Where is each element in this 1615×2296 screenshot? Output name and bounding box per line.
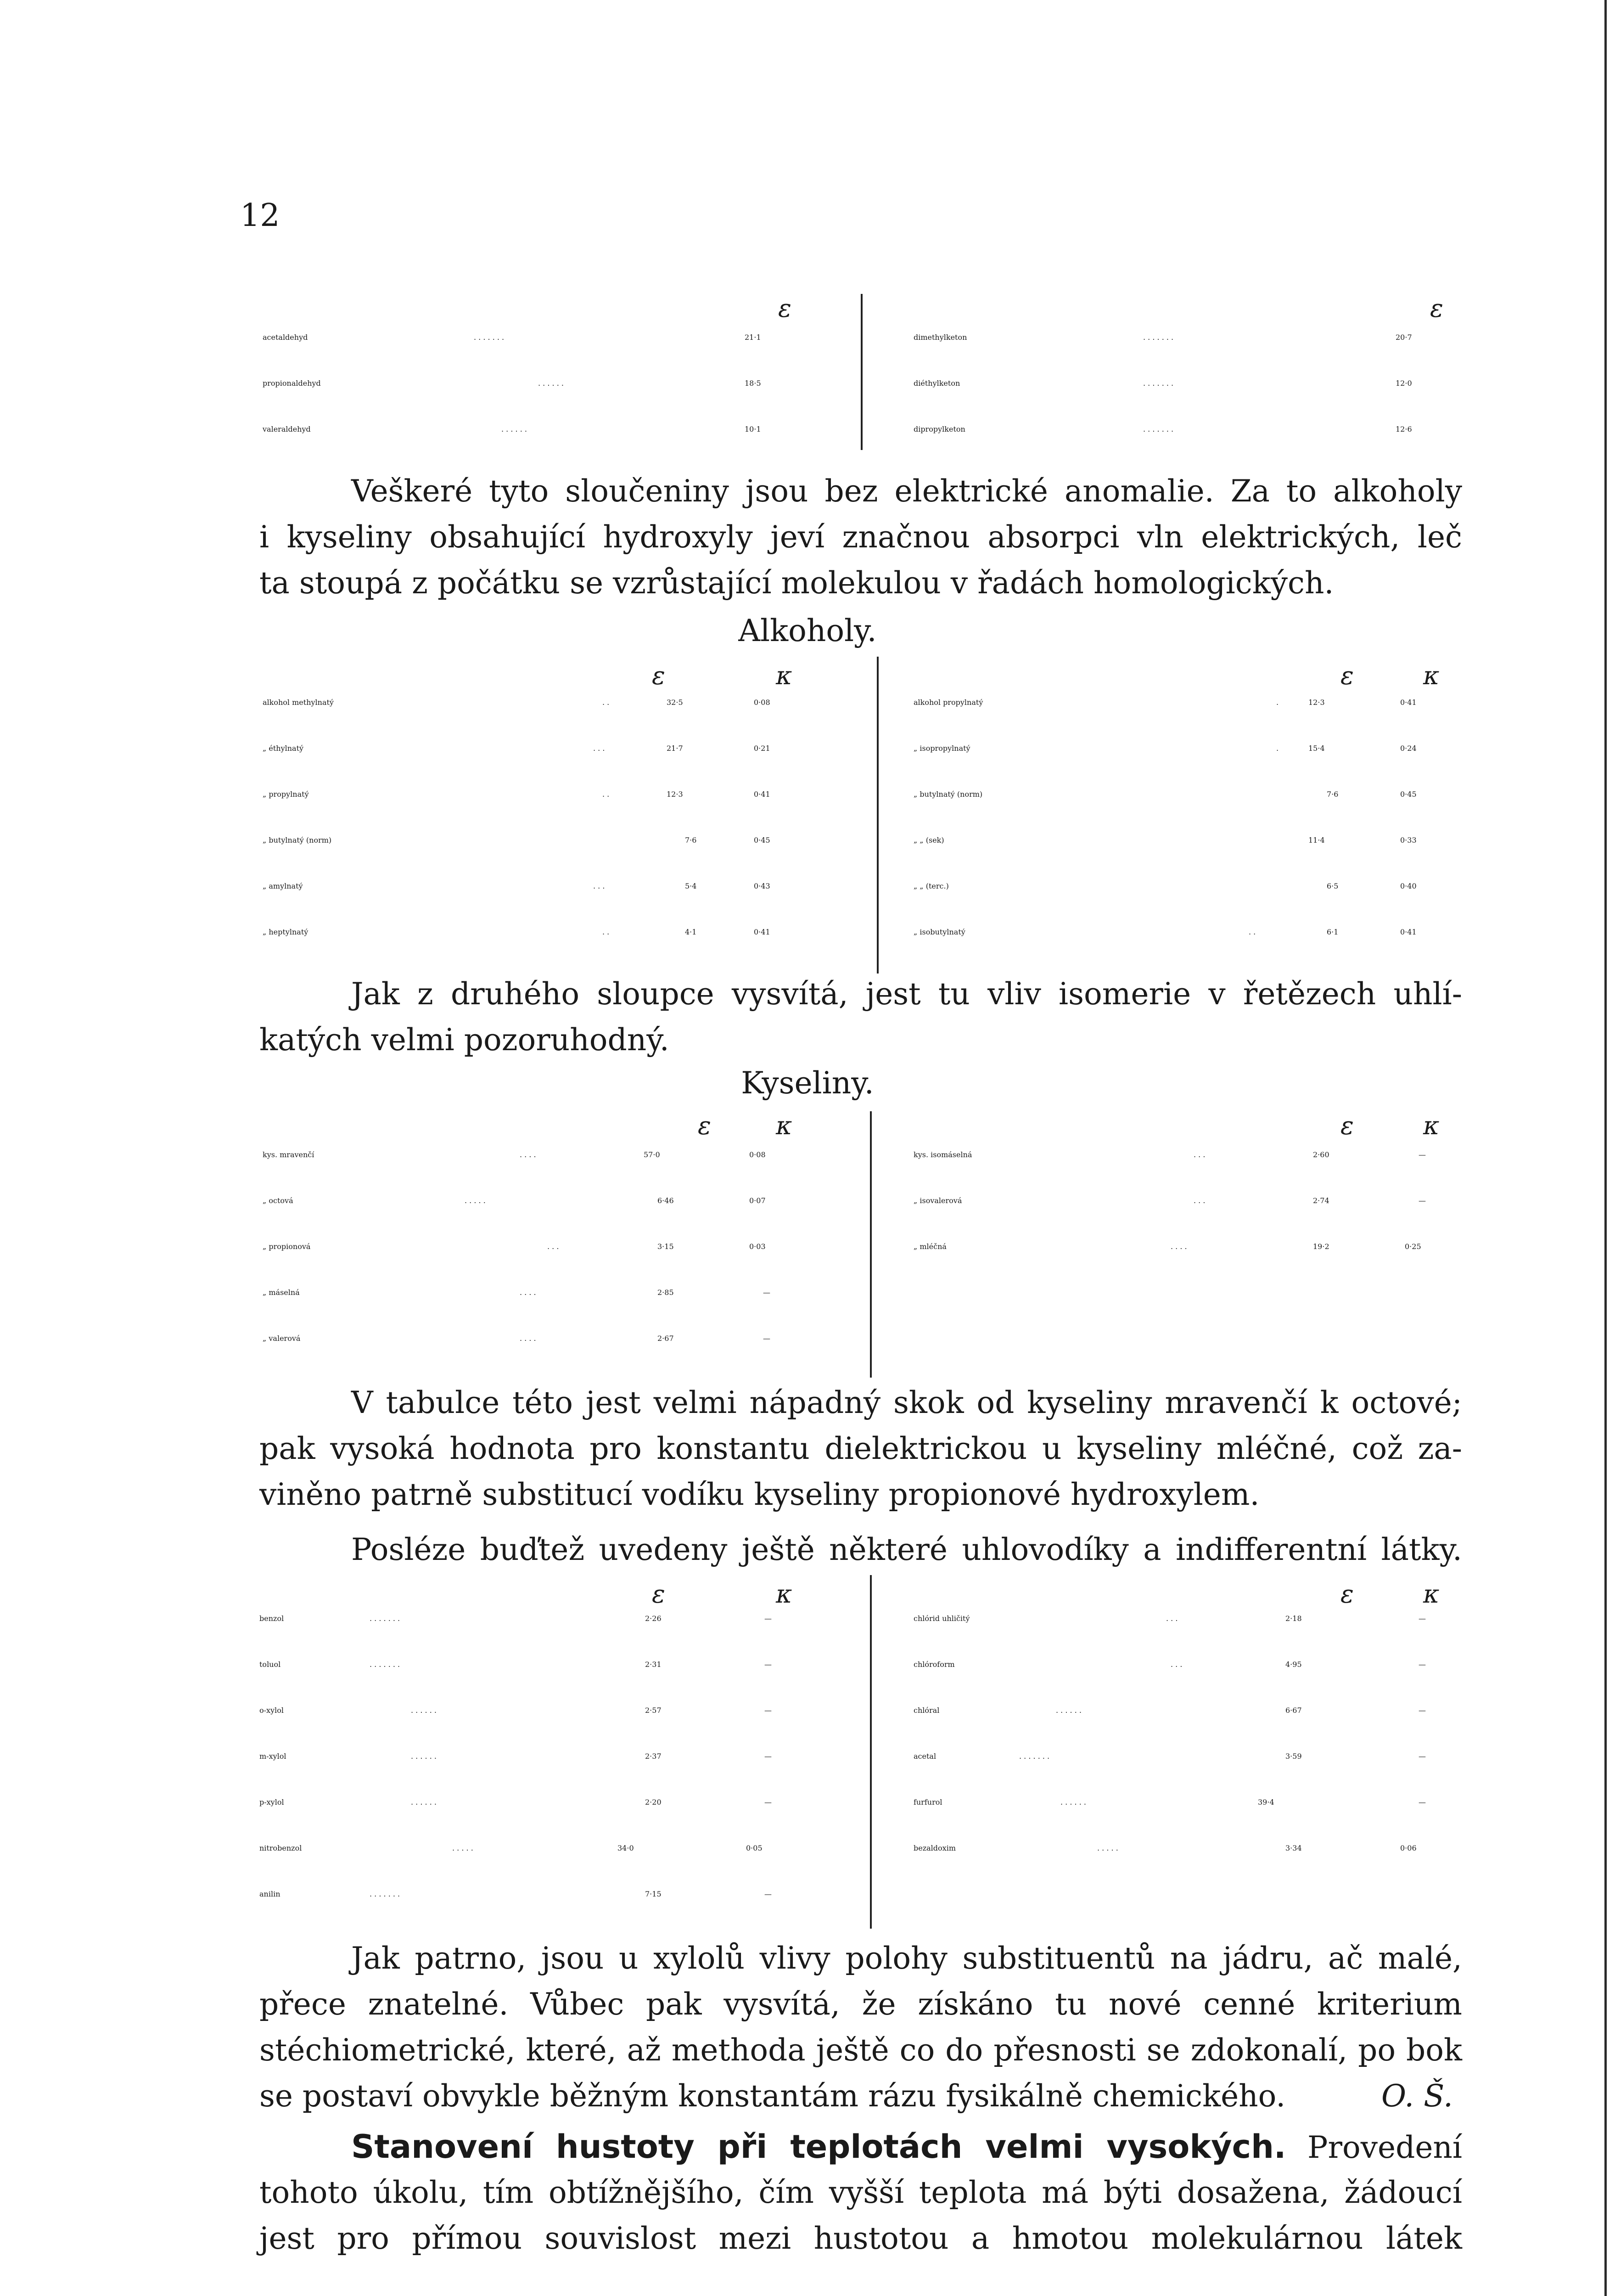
paragraph	[259, 1936, 1462, 2119]
kappa-value: 0·41	[1400, 698, 1417, 707]
column-divider	[861, 294, 863, 450]
leader-dots: . . . . . .	[411, 1752, 437, 1761]
eps-value: 2·67	[657, 1334, 674, 1343]
leader-dots: . . . . . .	[501, 425, 527, 433]
compound-name: furfurol	[914, 1798, 942, 1806]
eps-value: 4·1	[685, 928, 697, 936]
eps-value: 7·15	[645, 1890, 662, 1898]
eps-value: 6·46	[657, 1196, 674, 1205]
leader-dots: . . . . . . .	[1019, 1752, 1050, 1761]
leader-dots: . . . . . .	[411, 1798, 437, 1806]
kappa-value: 0·03	[749, 1242, 766, 1251]
leader-dots: .	[1276, 698, 1279, 707]
kappa-value: —	[1419, 1150, 1426, 1159]
eps-value: 12·3	[1308, 698, 1325, 707]
compound-name: alkohol propylnatý	[914, 698, 983, 707]
eps-value: 34·0	[617, 1844, 634, 1852]
eps-value: 6·5	[1327, 882, 1339, 890]
section-heading-acids: Kyseliny.	[741, 1065, 874, 1101]
leader-dots: . .	[602, 790, 610, 799]
text-line: tohoto úkolu, tím obtížnějšího, čím vyšší teplota má býti dosažena, žádoucí	[259, 2175, 1462, 2210]
leader-dots: . . .	[593, 882, 605, 890]
compound-name: kys. mravenčí	[263, 1150, 314, 1159]
compound-name: „ amylnatý	[263, 882, 303, 890]
col-header-kappa: κ	[1423, 661, 1440, 690]
kappa-value: —	[764, 1706, 772, 1715]
text-line: ta stoupá z počátku se vzrůstající molekulou v řadách homologických.	[259, 565, 1334, 601]
compound-name: „ isobutylnatý	[914, 928, 965, 936]
eps-value: 15·4	[1308, 744, 1325, 753]
compound-name: acetal	[914, 1752, 936, 1761]
compound-name: valeraldehyd	[263, 425, 311, 433]
kappa-value: —	[763, 1334, 770, 1343]
leader-dots: . . . . . . .	[1143, 379, 1174, 388]
page-number: 12	[240, 197, 280, 234]
eps-value: 10·1	[745, 425, 761, 433]
leader-dots: . . . . . .	[1056, 1706, 1082, 1715]
leader-dots: . . . . . . .	[370, 1890, 400, 1898]
text-line: stéchiometrické, které, až methoda ještě co do přesnosti se zdokonalí, po bok	[259, 2032, 1462, 2068]
col-header-eps: ε	[1340, 661, 1354, 690]
page-edge-line	[1604, 0, 1607, 2296]
col-header-kappa: κ	[776, 1580, 792, 1609]
eps-value: 21·1	[745, 333, 761, 342]
eps-value: 2·31	[645, 1660, 662, 1669]
leader-dots: . . . . . .	[538, 379, 564, 388]
kappa-value: —	[1419, 1660, 1426, 1669]
leader-dots: . . . . .	[465, 1196, 486, 1205]
text-line: i kyseliny obsahující hydroxyly jeví značnou absorpci vln elektrických, leč	[259, 519, 1462, 555]
col-header-eps: ε	[778, 294, 791, 323]
eps-value: 2·37	[645, 1752, 662, 1761]
leader-dots: . . .	[593, 744, 605, 753]
leader-dots: . . . . . . .	[1143, 333, 1174, 342]
compound-name: anilin	[259, 1890, 280, 1898]
paragraph	[259, 468, 1462, 606]
eps-value: 2·60	[1313, 1150, 1329, 1159]
compound-name: „ „ (terc.)	[914, 882, 949, 890]
leader-dots: . . . . . .	[411, 1706, 437, 1715]
compound-name: „ máselná	[263, 1288, 300, 1297]
compound-name: benzol	[259, 1614, 284, 1623]
text-line: V tabulce této jest velmi nápadný skok od kyseliny mravenčí k octové;	[351, 1385, 1462, 1420]
eps-value: 12·6	[1396, 425, 1412, 433]
kappa-value: 0·45	[754, 836, 770, 844]
text-line: viněno patrně substitucí vodíku kyseliny propionové hydroxylem.	[259, 1477, 1260, 1512]
kappa-value: 0·08	[754, 698, 770, 707]
col-header-eps: ε	[1340, 1580, 1354, 1609]
leader-dots: . . . .	[520, 1288, 536, 1297]
eps-value: 21·7	[667, 744, 683, 753]
section-title: Stanovení hustoty při teplotách velmi vysokých.	[351, 2128, 1286, 2166]
compound-name: „ valerová	[263, 1334, 301, 1343]
eps-value: 32·5	[667, 698, 683, 707]
compound-name: propionaldehyd	[263, 379, 321, 388]
kappa-value: 0·05	[746, 1844, 763, 1852]
eps-value: 57·0	[644, 1150, 660, 1159]
kappa-value: —	[764, 1660, 772, 1669]
eps-value: 2·57	[645, 1706, 662, 1715]
eps-value: 20·7	[1396, 333, 1412, 342]
section-heading-alcohols: Alkoholy.	[738, 613, 877, 648]
kappa-value: —	[1419, 1752, 1426, 1761]
leader-dots: . . . . . . .	[474, 333, 505, 342]
compound-name: alkohol methylnatý	[263, 698, 334, 707]
kappa-value: —	[763, 1288, 770, 1297]
compound-name: „ mléčná	[914, 1242, 947, 1251]
leader-dots: . . .	[1194, 1150, 1206, 1159]
kappa-value: 0·08	[749, 1150, 766, 1159]
eps-value: 6·1	[1327, 928, 1339, 936]
kappa-value: —	[1419, 1798, 1426, 1806]
eps-value: 3·34	[1285, 1844, 1302, 1852]
eps-value: 12·0	[1396, 379, 1412, 388]
leader-dots: . . . . . .	[1060, 1798, 1086, 1806]
kappa-value: —	[1419, 1706, 1426, 1715]
leader-dots: . .	[1249, 928, 1256, 936]
author-signature: O. Š.	[1381, 2078, 1453, 2114]
text-line	[259, 2073, 1462, 2119]
eps-value: 7·6	[1327, 790, 1339, 799]
col-header-eps: ε	[1430, 294, 1443, 323]
leader-dots: . . . . . . .	[370, 1614, 400, 1623]
kappa-value: 0·40	[1400, 882, 1417, 890]
eps-value: 5·4	[685, 882, 697, 890]
paragraph	[259, 971, 1462, 1063]
compound-name: dimethylketon	[914, 333, 967, 342]
eps-value: 19·2	[1313, 1242, 1329, 1251]
leader-dots: . . . .	[520, 1150, 536, 1159]
col-header-eps: ε	[1340, 1111, 1354, 1140]
eps-value: 2·26	[645, 1614, 662, 1623]
leader-dots: . . .	[1171, 1660, 1183, 1669]
section-paragraph	[259, 2124, 1462, 2262]
leader-dots: . . . . . . .	[1143, 425, 1174, 433]
leader-dots: . . . . .	[452, 1844, 473, 1852]
column-divider	[870, 1111, 872, 1378]
compound-name: chlóral	[914, 1706, 940, 1715]
compound-name: m-xylol	[259, 1752, 286, 1761]
leader-dots: .	[1276, 744, 1279, 753]
col-header-kappa: κ	[776, 1111, 792, 1140]
leader-dots: . . .	[547, 1242, 559, 1251]
compound-name: bezaldoxim	[914, 1844, 956, 1852]
eps-value: 7·6	[685, 836, 697, 844]
text-line	[259, 2124, 1462, 2170]
kappa-value: 0·41	[1400, 928, 1417, 936]
leader-dots: . . . . .	[1097, 1844, 1118, 1852]
kappa-value: —	[764, 1614, 772, 1623]
compound-name: acetaldehyd	[263, 333, 308, 342]
compound-name: „ heptylnatý	[263, 928, 308, 936]
kappa-value: 0·33	[1400, 836, 1417, 844]
compound-name: chlórid uhličitý	[914, 1614, 970, 1623]
kappa-value: —	[1419, 1614, 1426, 1623]
col-header-kappa: κ	[1423, 1111, 1440, 1140]
text-line: přece znatelné. Vůbec pak vysvítá, že získáno tu nové cenné kriterium	[259, 1986, 1462, 2022]
leader-dots: . . . .	[520, 1334, 536, 1343]
compound-name: dipropylketon	[914, 425, 965, 433]
kappa-value: —	[764, 1890, 772, 1898]
kappa-value: 0·41	[754, 928, 770, 936]
text-line: Jak patrno, jsou u xylolů vlivy polohy substituentů na jádru, ač malé,	[351, 1941, 1462, 1976]
eps-value: 6·67	[1285, 1706, 1302, 1715]
compound-name: „ „ (sek)	[914, 836, 944, 844]
text-line: Veškeré tyto sloučeniny jsou bez elektrické anomalie. Za to alkoholy	[351, 473, 1462, 509]
col-header-eps: ε	[698, 1111, 711, 1140]
text-line-content: se postaví obvykle běžným konstantám rázu fysikálně chemického.	[259, 2078, 1286, 2114]
kappa-value: 0·25	[1405, 1242, 1421, 1251]
text-line: jest pro přímou souvislost mezi hustotou a hmotou molekulárnou látek	[259, 2221, 1462, 2256]
eps-value: 2·85	[657, 1288, 674, 1297]
text-line: Jak z druhého sloupce vysvítá, jest tu vliv isomerie v řetězech uhlí-	[351, 976, 1462, 1012]
text-line: katých velmi pozoruhodný.	[259, 1022, 669, 1058]
kappa-value: 0·07	[749, 1196, 766, 1205]
text-line: pak vysoká hodnota pro konstantu dielektrickou u kyseliny mléčné, což za-	[259, 1431, 1462, 1466]
eps-value: 11·4	[1308, 836, 1325, 844]
leader-dots: . . .	[1194, 1196, 1206, 1205]
compound-name: chlóroform	[914, 1660, 955, 1669]
column-divider	[877, 657, 879, 974]
kappa-value: —	[764, 1752, 772, 1761]
kappa-value: 0·06	[1400, 1844, 1417, 1852]
compound-name: „ octová	[263, 1196, 293, 1205]
eps-value: 3·59	[1285, 1752, 1302, 1761]
eps-value: 4·95	[1285, 1660, 1302, 1669]
kappa-value: 0·43	[754, 882, 770, 890]
kappa-value: 0·21	[754, 744, 770, 753]
leader-dots: . . . .	[1171, 1242, 1187, 1251]
eps-value: 18·5	[745, 379, 761, 388]
col-header-eps: ε	[652, 1580, 665, 1609]
paragraph	[259, 1527, 1462, 1573]
compound-name: o-xylol	[259, 1706, 284, 1715]
kappa-value: —	[764, 1798, 772, 1806]
compound-name: „ butylnatý (norm)	[914, 790, 983, 799]
col-header-kappa: κ	[1423, 1580, 1440, 1609]
eps-value: 12·3	[667, 790, 683, 799]
compound-name: nitrobenzol	[259, 1844, 302, 1852]
column-divider	[870, 1575, 872, 1929]
col-header-kappa: κ	[776, 661, 792, 690]
leader-dots: . . .	[1166, 1614, 1178, 1623]
compound-name: „ butylnatý (norm)	[263, 836, 332, 844]
leader-dots: . .	[602, 928, 610, 936]
leader-dots: . .	[602, 698, 610, 707]
compound-name: „ propionová	[263, 1242, 311, 1251]
compound-name: p-xylol	[259, 1798, 284, 1806]
compound-name: toluol	[259, 1660, 281, 1669]
text-line-content: Provedení	[1307, 2130, 1463, 2165]
compound-name: diéthylketon	[914, 379, 960, 388]
col-header-eps: ε	[652, 661, 665, 690]
compound-name: „ éthylnatý	[263, 744, 304, 753]
kappa-value: 0·24	[1400, 744, 1417, 753]
paragraph	[259, 1380, 1462, 1518]
eps-value: 2·20	[645, 1798, 662, 1806]
compound-name: „ propylnatý	[263, 790, 309, 799]
kappa-value: 0·45	[1400, 790, 1417, 799]
eps-value: 3·15	[657, 1242, 674, 1251]
compound-name: „ isopropylnatý	[914, 744, 970, 753]
text-line: Posléze buďtež uvedeny ještě některé uhlovodíky a indifferentní látky.	[351, 1532, 1462, 1567]
kappa-value: —	[1419, 1196, 1426, 1205]
eps-value: 2·18	[1285, 1614, 1302, 1623]
eps-value: 39·4	[1258, 1798, 1274, 1806]
leader-dots: . . . . . . .	[370, 1660, 400, 1669]
kappa-value: 0·41	[754, 790, 770, 799]
compound-name: kys. isomáselná	[914, 1150, 972, 1159]
eps-value: 2·74	[1313, 1196, 1329, 1205]
compound-name: „ isovalerová	[914, 1196, 962, 1205]
